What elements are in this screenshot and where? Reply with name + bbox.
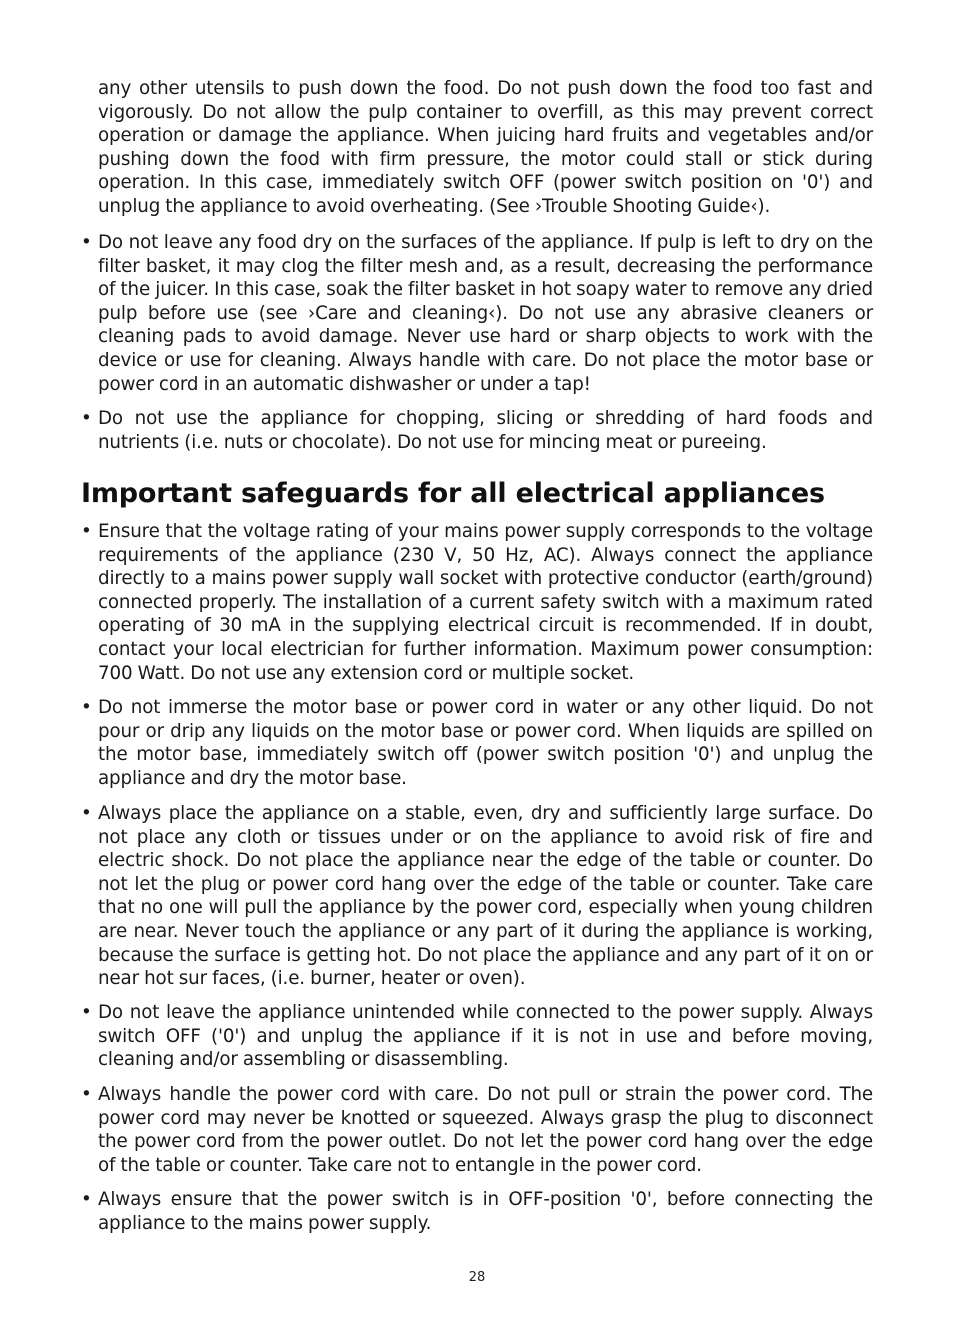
list-item-text: Always handle the power cord with care. Do not pull or strain the power cord. The power cord may never be knotted or squeezed. Always grasp the plug to disconnect the power cord from the power outlet. Do not let the power cord hang over the edge of the table or counter. Take care not to entangle in the power cord.: [98, 1084, 873, 1176]
list-item-text: Do not leave any food dry on the surfaces of the appliance. If pulp is left to dry on the filter basket, it may clog the filter mesh and, as a result, decreasing the performance of the juicer. In this case, soak the filter basket in hot soapy water to remove any dried pulp before use (see ›Care and cleaning‹). Do not use any abrasive cleaners or cleaning pads to avoid damage. Never use hard or sharp objects to work with the device or use for cleaning. Always handle with care. Do not place the motor base or power cord in an automatic dishwasher or under a tap!: [98, 232, 873, 395]
list-item: [81, 1083, 873, 1177]
bullet-marker: •: [81, 408, 92, 429]
list-item: [81, 696, 873, 790]
list-item: [81, 407, 873, 454]
bullet-marker: •: [81, 1002, 92, 1023]
bullet-marker: •: [81, 1084, 92, 1105]
page-number: 28: [468, 1270, 486, 1285]
list-item: [81, 231, 873, 396]
list-item-text: Always ensure that the power switch is in OFF-position '0', before connecting the appliance to the mains power supply.: [98, 1189, 873, 1234]
intro-paragraph: any other utensils to push down the food. Do not push down the food too fast and vigorously. Do not allow the pulp container to overfill, as this may prevent correct operation or damage the appliance. When juicing hard fruits and vegetables and/or pushing down the food with firm pressure, the motor could stall or stick during operation. In this case, immediately switch OFF (power switch position on '0') and unplug the appliance to avoid overheating. (See ›Trouble Shooting Guide‹).: [98, 78, 873, 217]
list-item-text: Do not use the appliance for chopping, slicing or shredding of hard foods and nutrients (i.e. nuts or chocolate). Do not use for mincing meat or pureeing.: [98, 408, 873, 453]
list-item-text: Ensure that the voltage rating of your mains power supply corresponds to the voltage requirements of the appliance (230 V, 50 Hz, AC). Always connect the appliance directly to a mains power supply wall socket with protective conductor (earth/ground) connected properly. The installation of a current safety switch with a maximum rated operating of 30 mA in the supplying electrical circuit is recommended. If in doubt, contact your local electrician for further information. Maximum power consumption: 700 Watt. Do not use any extension cord or multiple socket.: [98, 521, 873, 684]
bullet-marker: •: [81, 521, 92, 542]
section-heading: Important safeguards for all electrical appliances: [81, 478, 825, 509]
list-item: [81, 1188, 873, 1235]
list-item-text: Do not immerse the motor base or power cord in water or any other liquid. Do not pour or drip any liquids on the motor base or power cord. When liquids are spilled on the motor base, immediately switch off (power switch position '0') and unplug the appliance and dry the motor base.: [98, 697, 873, 789]
list-item-text: Do not leave the appliance unintended while connected to the power supply. Always switch OFF ('0') and unplug the appliance if it is not in use and before moving, cleaning and/or assembling or disassembling.: [98, 1002, 873, 1071]
list-item: [81, 1001, 873, 1072]
bullet-marker: •: [81, 803, 92, 824]
bullet-marker: •: [81, 1189, 92, 1210]
bullet-marker: •: [81, 697, 92, 718]
list-item: [81, 802, 873, 991]
list-item-text: Always place the appliance on a stable, even, dry and sufficiently large surface. Do not place any cloth or tissues under or on the appliance to avoid risk of fire and electric shock. Do not place the appliance near the edge of the table or counter. Do not let the plug or power cord hang over the edge of the table or counter. Take care that no one will pull the appliance by the power cord, especially when young children are near. Never touch the appliance or any part of it during the appliance is working, because the surface is getting hot. Do not place the appliance and any part of it on or near hot sur faces, (i.e. burner, heater or oven).: [98, 803, 873, 990]
bullet-marker: •: [81, 232, 92, 253]
list-item: [81, 520, 873, 685]
